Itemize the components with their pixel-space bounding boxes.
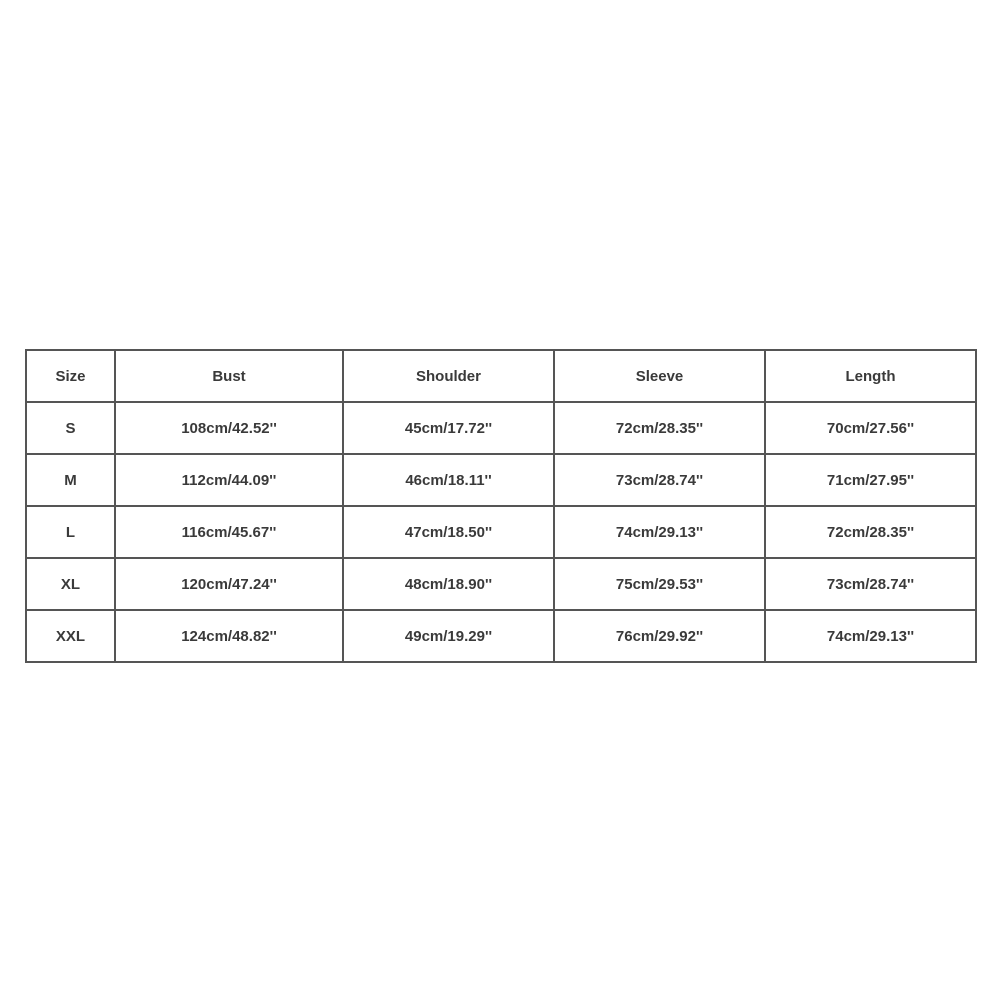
cell-size: XL — [26, 558, 115, 610]
table-row — [26, 402, 976, 454]
cell-length: 70cm/27.56'' — [765, 402, 976, 454]
header-length: Length — [765, 350, 976, 402]
cell-length: 72cm/28.35'' — [765, 506, 976, 558]
cell-size: S — [26, 402, 115, 454]
cell-sleeve: 73cm/28.74'' — [554, 454, 765, 506]
cell-shoulder: 47cm/18.50'' — [343, 506, 554, 558]
cell-bust: 124cm/48.82'' — [115, 610, 343, 662]
cell-size: M — [26, 454, 115, 506]
cell-size: L — [26, 506, 115, 558]
header-sleeve: Sleeve — [554, 350, 765, 402]
cell-sleeve: 74cm/29.13'' — [554, 506, 765, 558]
cell-length: 73cm/28.74'' — [765, 558, 976, 610]
cell-size: XXL — [26, 610, 115, 662]
cell-shoulder: 49cm/19.29'' — [343, 610, 554, 662]
header-shoulder: Shoulder — [343, 350, 554, 402]
cell-bust: 112cm/44.09'' — [115, 454, 343, 506]
size-chart-table — [25, 349, 977, 663]
header-size: Size — [26, 350, 115, 402]
cell-shoulder: 46cm/18.11'' — [343, 454, 554, 506]
cell-bust: 108cm/42.52'' — [115, 402, 343, 454]
table-row — [26, 558, 976, 610]
cell-shoulder: 45cm/17.72'' — [343, 402, 554, 454]
cell-sleeve: 76cm/29.92'' — [554, 610, 765, 662]
cell-shoulder: 48cm/18.90'' — [343, 558, 554, 610]
cell-length: 71cm/27.95'' — [765, 454, 976, 506]
header-bust: Bust — [115, 350, 343, 402]
table-row — [26, 454, 976, 506]
table-row — [26, 610, 976, 662]
cell-sleeve: 72cm/28.35'' — [554, 402, 765, 454]
cell-bust: 116cm/45.67'' — [115, 506, 343, 558]
header-row — [26, 350, 976, 402]
cell-length: 74cm/29.13'' — [765, 610, 976, 662]
cell-bust: 120cm/47.24'' — [115, 558, 343, 610]
table-row — [26, 506, 976, 558]
cell-sleeve: 75cm/29.53'' — [554, 558, 765, 610]
